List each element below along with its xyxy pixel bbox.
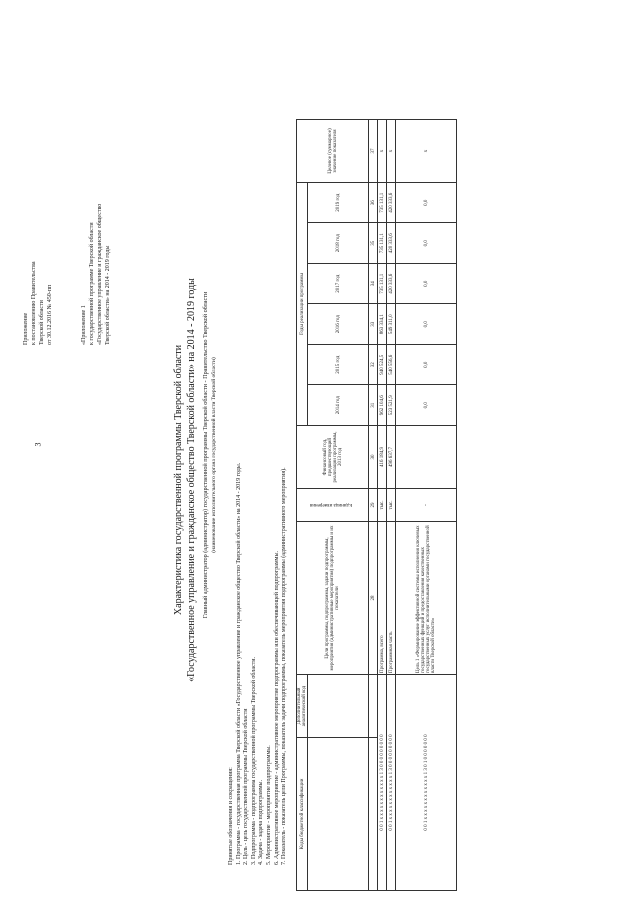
column-number-row bbox=[369, 120, 378, 891]
col-num: 34 bbox=[369, 264, 378, 305]
row-value: 735 131,1 bbox=[378, 223, 387, 264]
year-2014: 2014 год bbox=[308, 385, 369, 426]
header-years: Годы реализации программы bbox=[297, 183, 308, 426]
title-line-2: «Государственное управление и гражданское общество Тверской области» на 2014 - 2019 годы bbox=[186, 278, 197, 682]
note-line: Принятые обозначения и сокращения: bbox=[228, 767, 234, 865]
characteristics-table bbox=[296, 119, 457, 891]
appendix-top bbox=[22, 145, 54, 345]
budget-code-subheads bbox=[308, 738, 369, 891]
header-fin-year: Финансовый год, предшествующий реализации программы, 2013 год bbox=[297, 426, 369, 489]
table-row bbox=[387, 120, 396, 891]
note-line: 3. Подпрограмма - подпрограмма государственной программы Тверской области. bbox=[250, 657, 257, 865]
col-num: 35 bbox=[369, 223, 378, 264]
row-value: 735 131,1 bbox=[378, 183, 387, 224]
row-base bbox=[396, 426, 457, 489]
col-num: 33 bbox=[369, 304, 378, 345]
header-budget-codes: Коды бюджетной классификации bbox=[297, 738, 308, 891]
admin-line-block bbox=[202, 155, 218, 755]
header-unit bbox=[297, 489, 369, 522]
row-codes: 0 0 1 x x x x x x x x x x x x 1 3 0 0 0 0 0 0 0 0 0 bbox=[378, 675, 387, 891]
appendix-top-line: к постановлению Правительства bbox=[31, 261, 37, 345]
row-base: 416 184,9 bbox=[378, 426, 387, 489]
row-target: x bbox=[378, 120, 387, 183]
admin-line: Главный администратор (администратор) государственной программы Тверской области - Правительство Тверской области bbox=[202, 291, 209, 619]
row-target: x bbox=[387, 120, 396, 183]
col-num: 36 bbox=[369, 183, 378, 224]
title-line-1: Характеристика государственной программы Тверской области bbox=[173, 344, 184, 616]
col-num: 30 bbox=[369, 426, 378, 489]
col-num bbox=[369, 675, 378, 738]
row-value: 420 333,6 bbox=[387, 183, 396, 224]
row-base: 496 637,7 bbox=[387, 426, 396, 489]
note-line: 2. Цель - цель государственной программы Тверской области bbox=[243, 708, 250, 865]
row-value: 549 311,0 bbox=[387, 304, 396, 345]
year-2016: 2016 год bbox=[308, 304, 369, 345]
note-line: 1. Программа - государственная программа Тверской области «Государственное управление и гражданское общество Тверской области» на 2014 - 2019 годы. bbox=[235, 462, 242, 865]
row-codes: 0 0 1 x x x x x x x x x x x x 1 3 0 0 0 0 0 0 0 0 0 bbox=[387, 675, 396, 891]
table-row bbox=[378, 120, 387, 891]
row-value: 523 521,9 bbox=[387, 385, 396, 426]
row-value: 0,0 bbox=[396, 345, 457, 386]
note-line: 7. Показатель - показатель цели Программы, показатель задачи подпрограммы, показатель мероприятия подпрограммы (административного мероприятия). bbox=[281, 467, 288, 865]
appendix-top-line: Тверской области bbox=[39, 300, 45, 345]
extra-code-subheads bbox=[308, 675, 369, 738]
col-num: 29 bbox=[369, 489, 378, 522]
col-num: 28 bbox=[369, 522, 378, 675]
row-value: 0,0 bbox=[396, 304, 457, 345]
note-line: 5. Мероприятие - мероприятие подпрограммы. bbox=[265, 745, 272, 865]
table-row bbox=[396, 120, 457, 891]
row-name: Цель 1 «Формирование эффективной системы исполнения ключевых государственных функций и предоставления качественных государственных услуг исполнительными органами государственной власти Тверской области» bbox=[396, 522, 457, 675]
header-unit-text: Единица измерения bbox=[310, 502, 353, 508]
row-unit: - bbox=[396, 489, 457, 522]
row-value: 0,0 bbox=[396, 385, 457, 426]
row-value: 940 524,5 bbox=[378, 345, 387, 386]
note-line: 4. Задача - задача подпрограммы. bbox=[258, 779, 265, 865]
appendix-top-line: Приложение bbox=[23, 312, 29, 345]
appendix-top-line: от 30.12.2016 № 450-пп bbox=[47, 284, 53, 345]
header-extra-code: Дополнительный аналитический код bbox=[297, 675, 308, 738]
row-codes: 0 0 1 x x x x x x x x x x x x 1 3 0 1 0 0 0 0 0 0 0 bbox=[396, 675, 457, 891]
table-header-row bbox=[297, 120, 308, 891]
row-unit: тыс. bbox=[378, 489, 387, 522]
col-num: 32 bbox=[369, 345, 378, 386]
appendix-main-line: «Государственное управление и гражданское общество bbox=[97, 203, 103, 345]
row-unit: тыс. bbox=[387, 489, 396, 522]
year-2015: 2015 год bbox=[308, 345, 369, 386]
row-name: Программная часть bbox=[387, 522, 396, 675]
header-target: Целевое (суммарное) значение показателя bbox=[297, 120, 369, 183]
admin-note: (наименование исполнительного органа государственной власти Тверской области) bbox=[211, 357, 217, 553]
year-2019: 2019 год bbox=[308, 183, 369, 224]
document-title bbox=[172, 245, 198, 715]
page-number: 3 bbox=[33, 442, 43, 447]
note-line: 6. Административное мероприятие - административное мероприятие подпрограммы или обеспечивающей подпрограммы. bbox=[273, 550, 280, 865]
notes-block bbox=[228, 265, 289, 865]
row-value: 735 131,1 bbox=[378, 264, 387, 305]
appendix-main-line: Тверской области» на 2014 - 2019 годы bbox=[105, 245, 111, 345]
row-value: 420 333,6 bbox=[387, 223, 396, 264]
year-2017: 2017 год bbox=[308, 264, 369, 305]
row-target: x bbox=[396, 120, 457, 183]
col-num: 31 bbox=[369, 385, 378, 426]
row-value: 540 556,6 bbox=[387, 345, 396, 386]
row-value: 0,0 bbox=[396, 223, 457, 264]
col-num: 37 bbox=[369, 120, 378, 183]
header-goal: Цели программы, подпрограммы, задачи подпрограммы, мероприятия (административные мероприятия) подпрограммы и их показатели bbox=[297, 522, 369, 675]
row-value: 0,0 bbox=[396, 264, 457, 305]
col-num bbox=[369, 738, 378, 891]
appendix-main-line: «Приложение 1 bbox=[81, 305, 87, 345]
row-value: 962 104,6 bbox=[378, 385, 387, 426]
appendix-main-line: к государственной программе Тверской области bbox=[89, 222, 95, 345]
row-name: Программа, всего bbox=[378, 522, 387, 675]
row-value: 0,0 bbox=[396, 183, 457, 224]
year-2018: 2018 год bbox=[308, 223, 369, 264]
row-value: 420 333,6 bbox=[387, 264, 396, 305]
row-value: 863 334,1 bbox=[378, 304, 387, 345]
appendix-main bbox=[80, 145, 112, 345]
